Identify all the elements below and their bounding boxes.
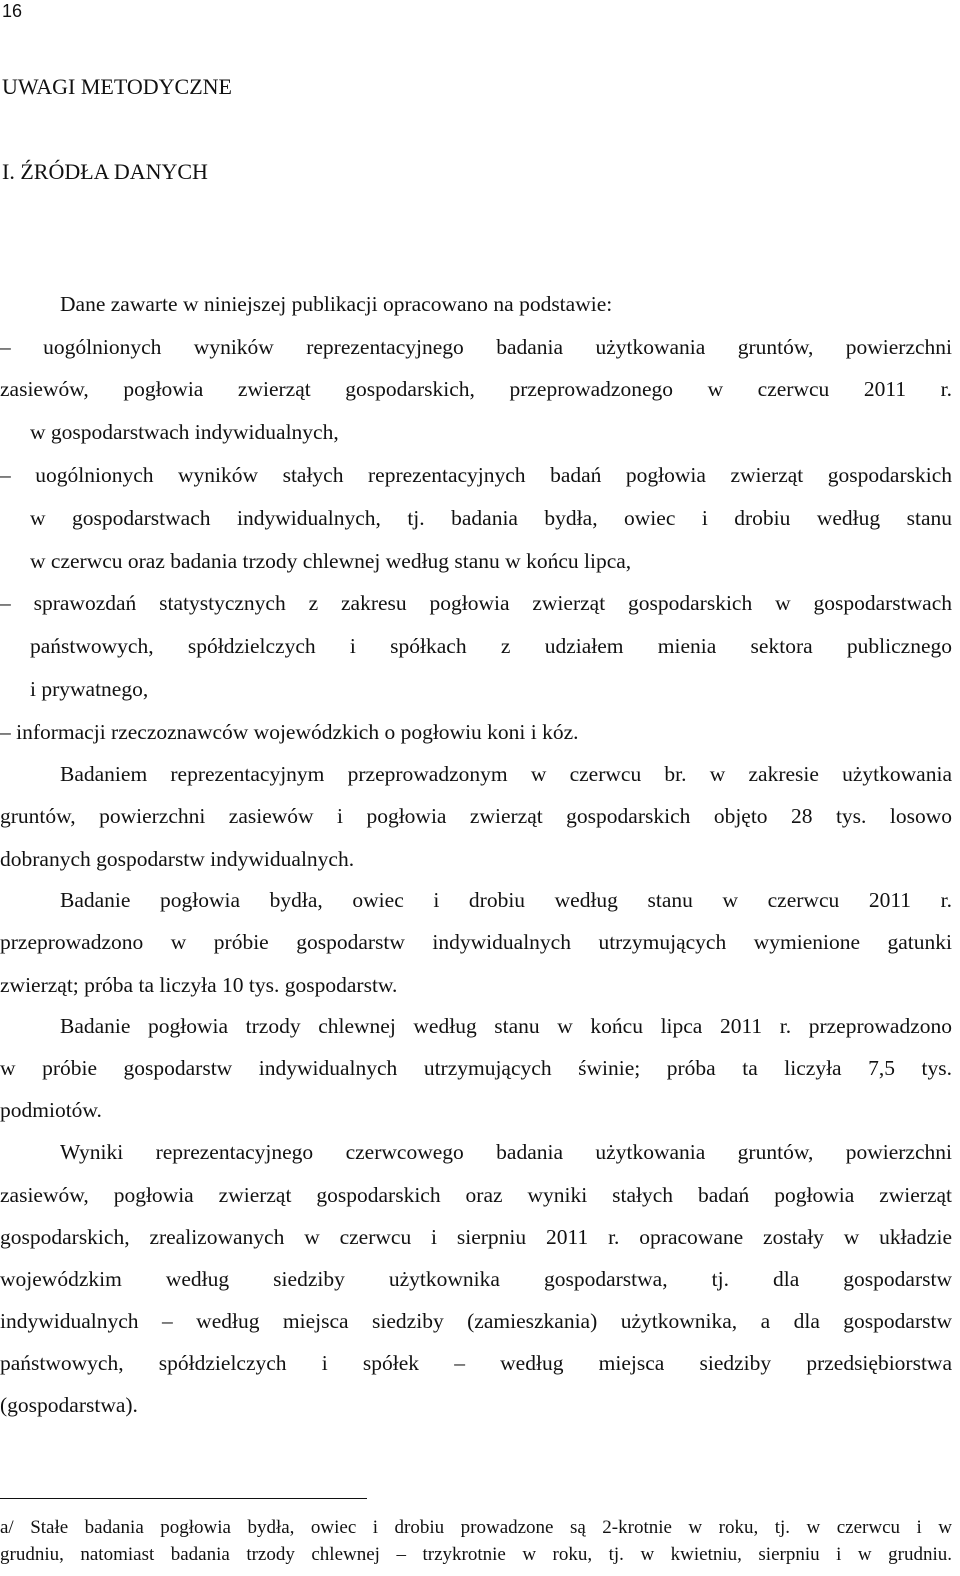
paragraph-line: zasiewów, pogłowia zwierząt gospodarskich oraz wyniki stałych badań pogłowia zwierząt bbox=[0, 1183, 952, 1207]
paragraph-line: zwierząt; próba ta liczyła 10 tys. gospodarstw. bbox=[0, 973, 398, 997]
paragraph-line: Badaniem reprezentacyjnym przeprowadzonym w czerwcu br. w zakresie użytkowania bbox=[60, 762, 952, 786]
list-item-line: – uogólnionych wyników reprezentacyjnego badania użytkowania gruntów, powierzchni bbox=[0, 335, 952, 359]
paragraph-line: gruntów, powierzchni zasiewów i pogłowia zwierząt gospodarskich objęto 28 tys. losowo bbox=[0, 804, 952, 828]
paragraph-line: dobranych gospodarstw indywidualnych. bbox=[0, 847, 355, 871]
list-item-line: w czerwcu oraz badania trzody chlewnej według stanu w końcu lipca, bbox=[30, 549, 632, 573]
paragraph-line: przeprowadzono w próbie gospodarstw indywidualnych utrzymujących wymienione gatunki bbox=[0, 930, 952, 954]
heading-section: I. ŹRÓDŁA DANYCH bbox=[2, 159, 208, 184]
intro-line: Dane zawarte w niniejszej publikacji opracowano na podstawie: bbox=[60, 292, 613, 316]
list-item-line: w gospodarstwach indywidualnych, bbox=[30, 420, 339, 444]
heading-main: UWAGI METODYCZNE bbox=[2, 74, 232, 99]
list-item-line: i prywatnego, bbox=[30, 677, 149, 701]
footnote-divider bbox=[0, 1498, 367, 1499]
paragraph-line: Badanie pogłowia bydła, owiec i drobiu według stanu w czerwcu 2011 r. bbox=[60, 888, 952, 912]
list-item-line: – informacji rzeczoznawców wojewódzkich o pogłowiu koni i kóz. bbox=[0, 720, 579, 744]
paragraph-line: indywidualnych – według miejsca siedziby (zamieszkania) użytkownika, a dla gospodarstw bbox=[0, 1309, 952, 1333]
list-item-line: państwowych, spółdzielczych i spółkach z udziałem mienia sektora publicznego bbox=[30, 634, 952, 658]
paragraph-line: (gospodarstwa). bbox=[0, 1393, 138, 1417]
list-item-line: w gospodarstwach indywidualnych, tj. badania bydła, owiec i drobiu według stanu bbox=[30, 506, 952, 530]
paragraph-line: państwowych, spółdzielczych i spółek – według miejsca siedziby przedsiębiorstwa bbox=[0, 1351, 952, 1375]
page-number: 16 bbox=[2, 1, 23, 21]
paragraph-line: wojewódzkim według siedziby użytkownika gospodarstwa, tj. dla gospodarstw bbox=[0, 1267, 952, 1291]
list-item-line: – uogólnionych wyników stałych reprezentacyjnych badań pogłowia zwierząt gospodarskich bbox=[0, 463, 952, 487]
list-item-line: – sprawozdań statystycznych z zakresu pogłowia zwierząt gospodarskich w gospodarstwach bbox=[0, 591, 952, 615]
footnote-line: a/ Stałe badania pogłowia bydła, owiec i drobiu prowadzone są 2-krotnie w roku, tj. w czerwcu i w bbox=[0, 1517, 952, 1538]
paragraph-line: gospodarskich, zrealizowanych w czerwcu i sierpniu 2011 r. opracowane zostały w układzie bbox=[0, 1225, 952, 1249]
paragraph-line: w próbie gospodarstw indywidualnych utrzymujących świnie; próba ta liczyła 7,5 tys. bbox=[0, 1056, 952, 1080]
paragraph-line: Wyniki reprezentacyjnego czerwcowego badania użytkowania gruntów, powierzchni bbox=[60, 1140, 952, 1164]
paragraph-line: podmiotów. bbox=[0, 1098, 102, 1122]
footnote-line: grudniu, natomiast badania trzody chlewnej – trzykrotnie w roku, tj. w kwietniu, sierpniu i w grudniu. bbox=[0, 1544, 952, 1565]
paragraph-line: Badanie pogłowia trzody chlewnej według stanu w końcu lipca 2011 r. przeprowadzono bbox=[60, 1014, 952, 1038]
list-item-line: zasiewów, pogłowia zwierząt gospodarskich, przeprowadzonego w czerwcu 2011 r. bbox=[0, 377, 952, 401]
